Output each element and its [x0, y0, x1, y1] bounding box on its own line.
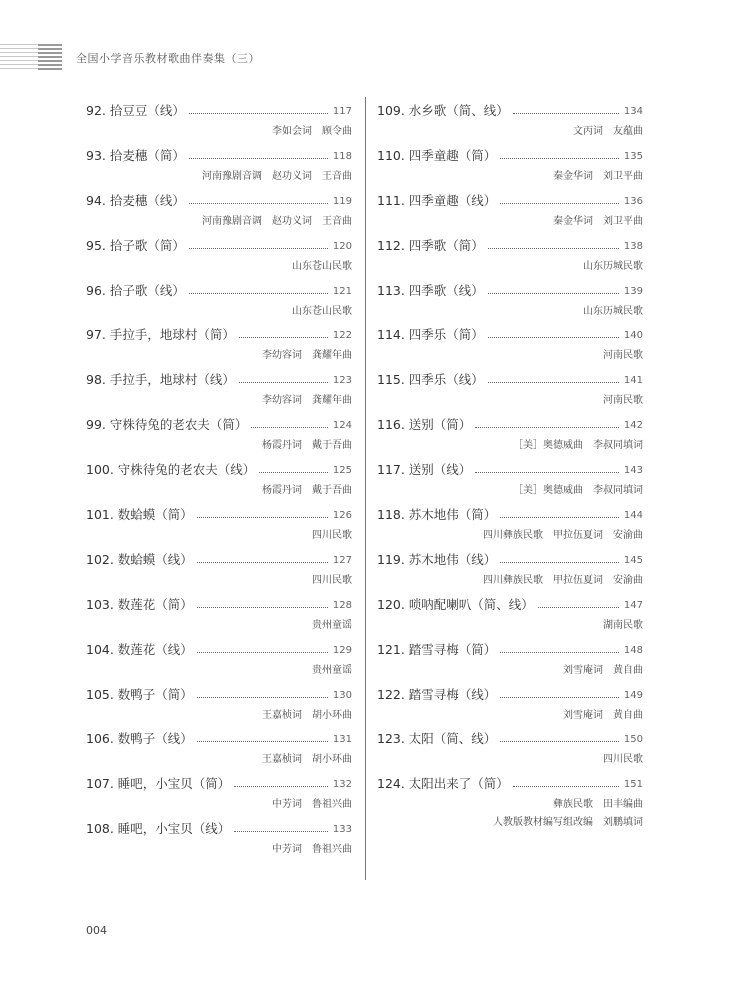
toc-title-row: [377, 681, 643, 703]
toc-page-number: 122: [332, 330, 352, 342]
dot-leader: [259, 472, 328, 473]
toc-entry-title: 120. 唢呐配喇叭（简、线）: [377, 596, 534, 612]
toc-entry-title: 93. 拾麦穗（简）: [86, 147, 185, 163]
toc-page-number: 127: [332, 554, 352, 566]
toc-entry-title: 114. 四季乐（简）: [377, 327, 484, 343]
toc-page-number: 139: [623, 285, 643, 297]
toc-entry[interactable]: [86, 411, 352, 456]
toc-entry[interactable]: [377, 591, 643, 636]
dot-leader: [189, 293, 328, 294]
toc-title-row: [86, 770, 352, 792]
toc-entry[interactable]: [377, 456, 643, 501]
toc-entry-credit: ［美］奥德威曲 李叔同填词: [513, 485, 643, 497]
toc-entry-credit: 人教版教材编写组改编 刘鹏填词: [493, 817, 643, 829]
toc-page-number: 136: [623, 195, 643, 207]
toc-entry-credit: 刘雪庵词 黄自曲: [563, 709, 643, 721]
toc-title-row: [86, 232, 352, 254]
toc-entry[interactable]: [86, 815, 352, 860]
toc-entry-credit: 杨霞丹词 戴于吾曲: [262, 440, 352, 452]
dot-leader: [513, 786, 619, 787]
toc-page-number: 151: [623, 779, 643, 791]
toc-page-number: 143: [623, 465, 643, 477]
toc-entry-credit: 李幼容词 龚耀年曲: [262, 395, 352, 407]
toc-entry-title: 98. 手拉手，地球村（线）: [86, 372, 235, 388]
toc-title-row: [86, 681, 352, 703]
toc-title-row: [86, 815, 352, 837]
toc-page-number: 147: [623, 599, 643, 611]
toc-title-row: [86, 366, 352, 388]
dot-leader: [239, 382, 328, 383]
toc-title-row: [377, 187, 643, 209]
toc-entry-title: 116. 送别（简）: [377, 417, 472, 433]
toc-page-number: 131: [332, 734, 352, 746]
toc-entry-title: 113. 四季歌（线）: [377, 282, 484, 298]
toc-page-number: 141: [623, 375, 643, 387]
toc-entry-credit: 李幼容词 龚耀年曲: [262, 350, 352, 362]
dot-leader: [500, 697, 619, 698]
toc-page-number: 134: [623, 106, 643, 117]
toc-entry-credit: 杨霞丹词 戴于吾曲: [262, 485, 352, 497]
dot-leader: [475, 427, 619, 428]
toc-entry-title: 123. 太阳（简、线）: [377, 731, 497, 747]
dot-leader: [239, 337, 328, 338]
toc-title-row: [86, 456, 352, 478]
toc-entry-title: 111. 四季童趣（线）: [377, 192, 497, 208]
toc-page-number: 124: [332, 420, 352, 432]
toc-entry[interactable]: [86, 456, 352, 501]
toc-entry-credit: 河南民歌: [603, 350, 643, 362]
toc-entry[interactable]: [86, 770, 352, 815]
toc-entry-title: 124. 太阳出来了（简）: [377, 776, 509, 792]
toc-entry-credit: 彝族民歌 田丰编曲: [553, 799, 643, 811]
running-header: 全国小学音乐教材歌曲伴奏集（三）: [76, 52, 260, 65]
toc-entry-title: 112. 四季歌（简）: [377, 237, 484, 253]
toc-entry-credit: 山东苍山民歌: [292, 305, 352, 317]
header-stripe-block: [38, 44, 62, 72]
dot-leader: [488, 248, 619, 249]
toc-entry-title: 99. 守株待兔的老农夫（简）: [86, 417, 248, 433]
dot-leader: [513, 113, 619, 114]
dot-leader: [234, 786, 328, 787]
toc-title-row: [86, 725, 352, 747]
toc-entry-title: 107. 睡吧，小宝贝（简）: [86, 776, 231, 792]
toc-entry-credit: 王嘉桢词 胡小环曲: [262, 754, 352, 766]
header-decoration: [0, 44, 62, 72]
toc-page-number: 150: [623, 734, 643, 746]
toc-entry-title: 104. 数莲花（线）: [86, 641, 193, 657]
toc-entry[interactable]: [377, 321, 643, 366]
toc-entry-title: 97. 手拉手，地球村（简）: [86, 327, 235, 343]
toc-entry-credit: 李如会词 顾令曲: [272, 126, 352, 137]
toc-entry-credit: 刘雪庵词 黄自曲: [563, 664, 643, 676]
dot-leader: [500, 741, 619, 742]
toc-entry-credit: 河南豫剧音调 赵功义词 王音曲: [202, 215, 352, 227]
toc-title-row: [377, 636, 643, 658]
toc-title-row: [377, 456, 643, 478]
dot-leader: [189, 113, 328, 114]
toc-entry-credit: 河南豫剧音调 赵功义词 王音曲: [202, 170, 352, 182]
toc-page-number: 121: [332, 285, 352, 297]
toc-page-number: 120: [332, 240, 352, 252]
toc-page-number: 130: [332, 689, 352, 701]
column-divider: [365, 97, 366, 880]
toc-page-number: 126: [332, 510, 352, 522]
toc-entry-title: 105. 数鸭子（简）: [86, 686, 193, 702]
dot-leader: [197, 517, 328, 518]
toc-entry[interactable]: [86, 681, 352, 726]
toc-entry[interactable]: [86, 366, 352, 411]
dot-leader: [500, 562, 619, 563]
toc-entry-credit: 山东历城民歌: [583, 260, 643, 272]
toc-entry[interactable]: [377, 681, 643, 726]
toc-page-number: 142: [623, 420, 643, 432]
toc-entry-title: 109. 水乡歌（简、线）: [377, 103, 509, 118]
toc-entry-credit: 四川民歌: [312, 574, 352, 586]
toc-entry-title: 108. 睡吧，小宝贝（线）: [86, 821, 231, 837]
page-number: 004: [86, 924, 107, 937]
toc-title-row: [86, 321, 352, 343]
toc-entry[interactable]: [377, 142, 643, 187]
toc-page-number: 133: [332, 824, 352, 836]
toc-entry[interactable]: [377, 97, 643, 142]
toc-entry[interactable]: [86, 187, 352, 232]
toc-page-number: 148: [623, 644, 643, 656]
toc-entry-credit: 山东历城民歌: [583, 305, 643, 317]
toc-title-row: [86, 591, 352, 613]
toc-entry-title: 96. 拾子歌（线）: [86, 282, 185, 298]
dot-leader: [197, 652, 328, 653]
toc-page-number: 123: [332, 375, 352, 387]
toc-entry[interactable]: [377, 232, 643, 277]
toc-entry-credit: 四川民歌: [312, 530, 352, 542]
toc-entry[interactable]: [377, 366, 643, 411]
toc-entry-credit: ［美］奥德威曲 李叔同填词: [513, 440, 643, 452]
toc-title-row: [377, 366, 643, 388]
toc-page-number: 128: [332, 599, 352, 611]
toc-entry[interactable]: [86, 232, 352, 277]
toc-entry[interactable]: [86, 636, 352, 681]
toc-entry-title: 102. 数蛤蟆（线）: [86, 551, 193, 567]
toc-entry[interactable]: [377, 725, 643, 770]
toc-entry-credit: 秦金华词 刘卫平曲: [553, 215, 643, 227]
toc-entry-title: 95. 拾子歌（简）: [86, 237, 185, 253]
toc-entry[interactable]: [377, 277, 643, 322]
toc-title-row: [377, 770, 643, 792]
dot-leader: [488, 293, 619, 294]
toc-entry-title: 100. 守株待兔的老农夫（线）: [86, 462, 256, 478]
toc-entry-credit: 湖南民歌: [603, 619, 643, 631]
toc-entry-credit: 四川民歌: [603, 754, 643, 766]
toc-title-row: [86, 636, 352, 658]
toc-title-row: [377, 501, 643, 523]
dot-leader: [500, 652, 619, 653]
toc-entry-title: 115. 四季乐（线）: [377, 372, 484, 388]
toc-entry-credit: 秦金华词 刘卫平曲: [553, 170, 643, 182]
toc-page-number: 118: [332, 150, 352, 162]
toc-entry-title: 121. 踏雪寻梅（简）: [377, 641, 497, 657]
toc-page-number: 135: [623, 150, 643, 162]
toc-title-row: [377, 411, 643, 433]
toc-entry-title: 118. 苏木地伟（简）: [377, 507, 497, 523]
toc-entry-credit: 文丙词 友蕴曲: [573, 126, 643, 137]
toc-title-row: [86, 546, 352, 568]
toc-entry-credit: 中芳词 鲁祖兴曲: [272, 844, 352, 856]
dot-leader: [189, 248, 328, 249]
toc-page-number: 145: [623, 554, 643, 566]
toc-page-number: 129: [332, 644, 352, 656]
toc-title-row: [377, 546, 643, 568]
toc-entry-title: 94. 拾麦穗（线）: [86, 192, 185, 208]
toc-entry-credit: 四川彝族民歌 甲拉伍夏词 安渝曲: [483, 530, 643, 542]
toc-entry-title: 110. 四季童趣（简）: [377, 147, 497, 163]
toc-title-row: [377, 277, 643, 299]
toc-entry-title: 122. 踏雪寻梅（线）: [377, 686, 497, 702]
dot-leader: [234, 831, 328, 832]
toc-title-row: [377, 232, 643, 254]
toc-entry-credit: 贵州童谣: [312, 664, 352, 676]
toc-title-row: [377, 97, 643, 119]
dot-leader: [488, 382, 619, 383]
dot-leader: [500, 158, 619, 159]
toc-column-right: [377, 97, 643, 829]
toc-entry[interactable]: [86, 725, 352, 770]
toc-title-row: [86, 277, 352, 299]
toc-title-row: [86, 97, 352, 119]
toc-entry[interactable]: [377, 187, 643, 232]
toc-title-row: [86, 411, 352, 433]
toc-entry-title: 106. 数鸭子（线）: [86, 731, 193, 747]
toc-entry-credit: 中芳词 鲁祖兴曲: [272, 799, 352, 811]
toc-entry[interactable]: [86, 97, 352, 142]
toc-page-number: 117: [332, 106, 352, 117]
toc-entry[interactable]: [86, 321, 352, 366]
toc-entry-title: 103. 数莲花（简）: [86, 596, 193, 612]
toc-page-number: 138: [623, 240, 643, 252]
toc-page-number: 119: [332, 195, 352, 207]
toc-entry[interactable]: [86, 501, 352, 546]
dot-leader: [488, 337, 619, 338]
dot-leader: [197, 697, 328, 698]
toc-page-number: 132: [332, 779, 352, 791]
toc-entry[interactable]: [377, 770, 643, 829]
toc-title-row: [377, 725, 643, 747]
toc-entry-title: 92. 拾豆豆（线）: [86, 103, 185, 118]
toc-entry-credit: 贵州童谣: [312, 619, 352, 631]
toc-title-row: [86, 142, 352, 164]
toc-entry[interactable]: [377, 411, 643, 456]
toc-entry-title: 117. 送别（线）: [377, 462, 472, 478]
dot-leader: [197, 562, 328, 563]
dot-leader: [197, 741, 328, 742]
dot-leader: [189, 203, 328, 204]
toc-entry[interactable]: [86, 277, 352, 322]
dot-leader: [197, 607, 328, 608]
toc-page-number: 149: [623, 689, 643, 701]
dot-leader: [500, 517, 619, 518]
toc-title-row: [86, 501, 352, 523]
toc-entry-title: 101. 数蛤蟆（简）: [86, 507, 193, 523]
toc-entry[interactable]: [377, 501, 643, 546]
toc-page-number: 144: [623, 510, 643, 522]
toc-title-row: [86, 187, 352, 209]
toc-page-number: 140: [623, 330, 643, 342]
toc-entry[interactable]: [86, 546, 352, 591]
toc-entry[interactable]: [86, 591, 352, 636]
toc-entry-credit: 河南民歌: [603, 395, 643, 407]
toc-title-row: [377, 142, 643, 164]
toc-entry-credit: 山东苍山民歌: [292, 260, 352, 272]
toc-title-row: [377, 591, 643, 613]
dot-leader: [251, 427, 328, 428]
dot-leader: [189, 158, 328, 159]
toc-entry[interactable]: [377, 636, 643, 681]
toc-column-left: [86, 97, 352, 860]
toc-entry-credit: 四川彝族民歌 甲拉伍夏词 安渝曲: [483, 574, 643, 586]
toc-title-row: [377, 321, 643, 343]
dot-leader: [475, 472, 619, 473]
dot-leader: [500, 203, 619, 204]
toc-entry[interactable]: [86, 142, 352, 187]
toc-entry[interactable]: [377, 546, 643, 591]
toc-entry-credit: 王嘉桢词 胡小环曲: [262, 709, 352, 721]
dot-leader: [538, 607, 619, 608]
toc-page-number: 125: [332, 465, 352, 477]
toc-entry-title: 119. 苏木地伟（线）: [377, 551, 497, 567]
